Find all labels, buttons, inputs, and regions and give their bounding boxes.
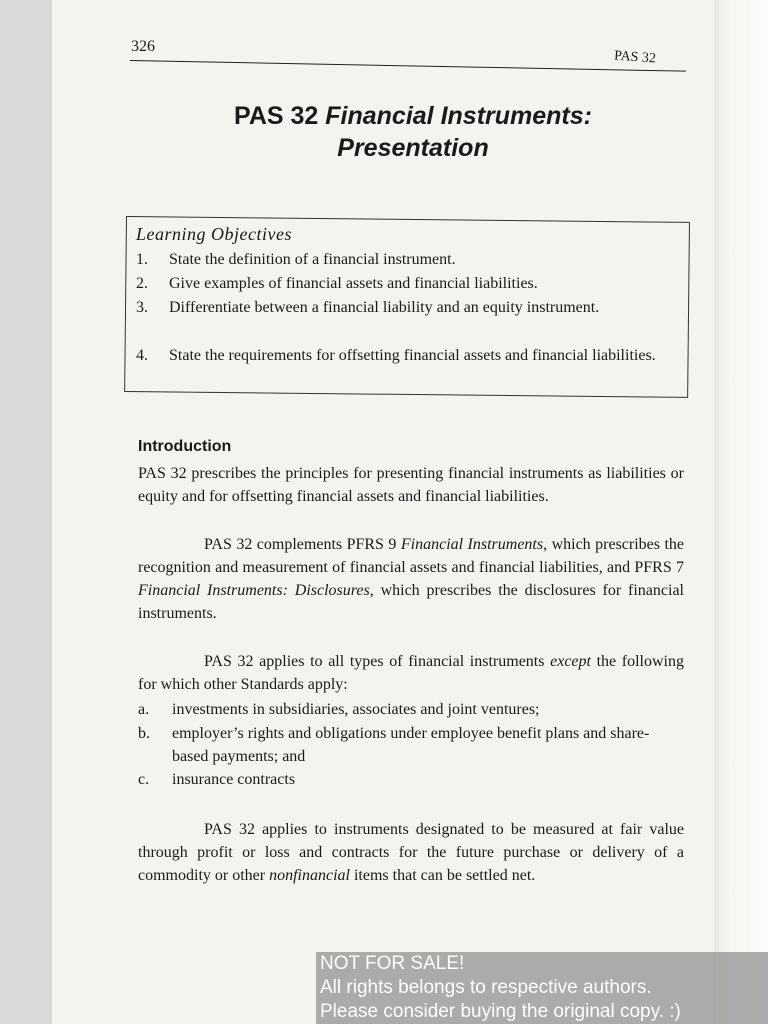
objective-item [136, 272, 684, 295]
exception-item [138, 698, 684, 721]
exception-text: insurance contracts [172, 771, 296, 788]
para4-text-2: items that can be settled net. [349, 867, 536, 884]
objective-number: 4. [136, 347, 148, 364]
objective-text: State the definition of a financial instrument. [169, 251, 456, 268]
para4-text-1: PAS 32 applies to instruments designated to be measured at fair value through profit or loss and contracts for the future purchase or delivery of a commodity or other [138, 821, 684, 884]
exception-item [138, 722, 684, 768]
page-number: 326 [131, 38, 155, 55]
objective-item [136, 344, 684, 367]
para2-italic-2: Financial Instruments: Disclosures [138, 582, 370, 599]
title-italic-2: Presentation [337, 134, 489, 162]
objective-number: 1. [136, 251, 148, 268]
objective-number: 3. [136, 299, 148, 316]
exception-text: employer’s rights and obligations under employee benefit plans and share-based payments; and [172, 725, 650, 765]
page-edge [714, 0, 768, 1024]
exception-item [138, 768, 684, 791]
objective-item [136, 296, 684, 319]
learning-objectives-heading: Learning Objectives [136, 224, 292, 244]
para3-text-1: PAS 32 applies to all types of financial instruments [204, 653, 551, 670]
para2-text-1: PAS 32 complements PFRS 9 [204, 536, 401, 553]
chapter-title [140, 100, 686, 164]
objective-text: Differentiate between a financial liability and an equity instrument. [169, 299, 600, 316]
objective-text: State the requirements for offsetting financial assets and financial liabilities. [169, 347, 656, 364]
exception-letter: c. [138, 771, 150, 788]
exception-text: investments in subsidiaries, associates and joint ventures; [172, 701, 540, 718]
para2-text-3: , which prescribes the disclosures for financial instruments. [138, 582, 684, 622]
intro-paragraph-3 [138, 650, 684, 696]
para4-italic: nonfinancial [269, 867, 350, 884]
objective-number: 2. [136, 275, 148, 292]
title-italic-1: Financial Instruments: [325, 102, 592, 130]
intro-paragraph-4 [138, 818, 684, 887]
introduction-heading: Introduction [138, 438, 232, 455]
intro-paragraph-1: PAS 32 prescribes the principles for presenting financial instruments as liabilities or equity and for offsetting financial assets and financial liabilities. [138, 465, 684, 505]
exception-letter: a. [138, 701, 150, 718]
title-prefix: PAS 32 [234, 102, 326, 130]
para3-italic: except [550, 653, 591, 670]
objective-text: Give examples of financial assets and financial liabilities. [169, 275, 538, 292]
exception-letter: b. [138, 725, 150, 742]
watermark-line-1: NOT FOR SALE! [320, 953, 465, 974]
para2-italic-1: Financial Instruments [400, 536, 544, 553]
objective-item [136, 248, 684, 271]
para3-text-2: the following for which other Standards apply: [138, 653, 685, 693]
intro-paragraph-2 [138, 533, 684, 625]
watermark-line-2: All rights belongs to respective authors. [320, 977, 652, 998]
running-head: PAS 32 [613, 48, 657, 67]
watermark-line-3: Please consider buying the original copy. :) [320, 1001, 681, 1022]
para2-text-2: , which prescribes the recognition and measurement of financial assets and financial liabilities, and PFRS 7 [138, 536, 685, 576]
watermark-banner [316, 952, 768, 1024]
